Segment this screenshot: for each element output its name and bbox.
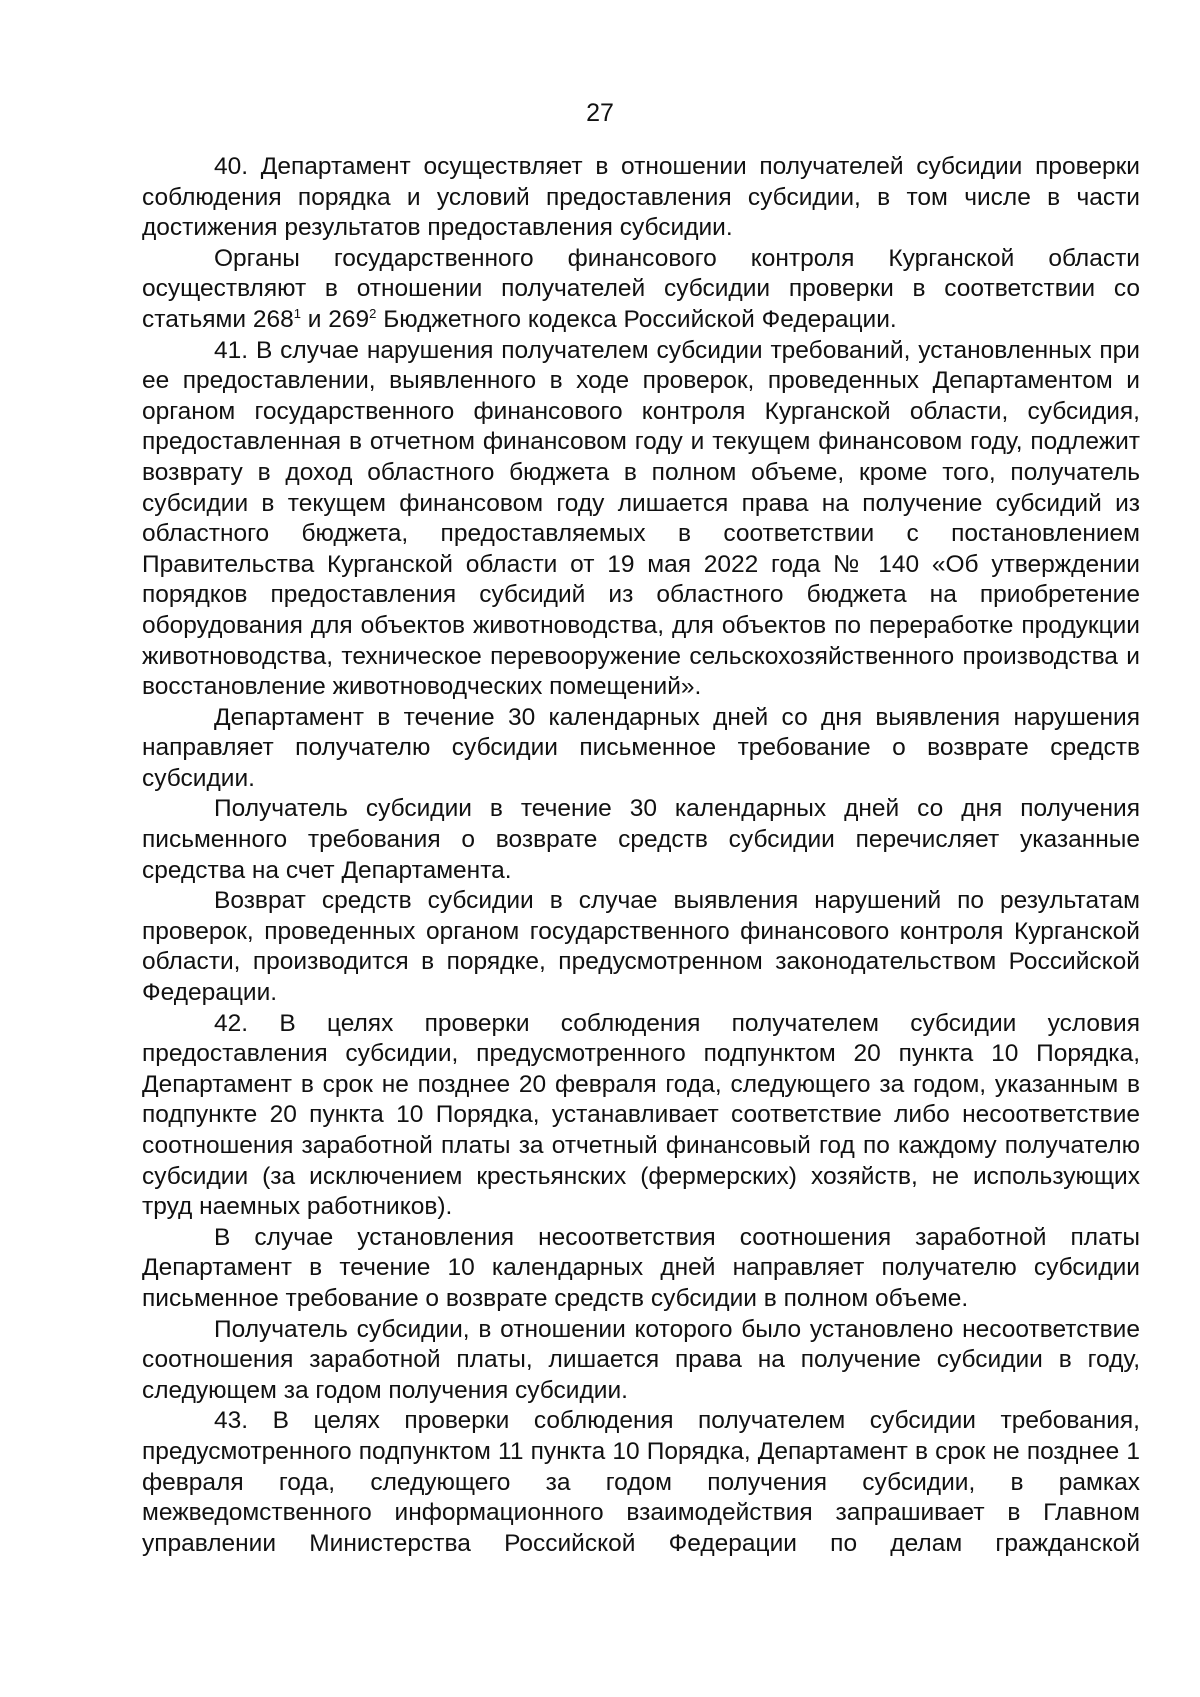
paragraph-40-part2 — [142, 244, 1140, 336]
paragraph-40-part2-text-a: Органы государственного финансового контроля Курганской области осуществляют в отношении получателей субсидии проверки в соответствии со статьями 268 — [142, 244, 1140, 333]
footnote-superscript-2: 2 — [369, 305, 377, 321]
paragraph-42-part1: 42. В целях проверки соблюдения получателем субсидии условия предоставления субсидии, предусмотренного подпунктом 20 пункта 10 Порядка, Департамент в срок не позднее 20 февраля года, следующего за годом, указанным в подпункте 20 пункта 10 Порядка, устанавливает соответствие либо несоответствие соотношения заработной платы за отчетный финансовый год по каждому получателю субсидии (за исключением крестьянских (фермерских) хозяйств, не использующих труд наемных работников). — [142, 1009, 1140, 1221]
paragraph-41-part2: Департамент в течение 30 календарных дней со дня выявления нарушения направляет получателю субсидии письменное требование о возврате средств субсидии. — [142, 703, 1140, 792]
paragraph-40-part1: 40. Департамент осуществляет в отношении получателей субсидии проверки соблюдения порядка и условий предоставления субсидии, в том числе в части достижения результатов предоставления субсидии. — [142, 153, 1140, 242]
footnote-superscript-1: 1 — [293, 305, 301, 321]
paragraph-41-part3: Получатель субсидии в течение 30 календарных дней со дня получения письменного требования о возврате средств субсидии перечисляет указанные средства на счет Департамента. — [142, 795, 1140, 884]
paragraph-41-part1: 41. В случае нарушения получателем субсидии требований, установленных при ее предоставлении, выявленного в ходе проверок, проведенных Департаментом и органом государственного финансового контроля Курганской области, субсидия, предоставленная в отчетном финансовом году и текущем финансовом году, подлежит возврату в доход областного бюджета в полном объеме, кроме того, получатель субсидии в текущем финансовом году лишается права на получение субсидий из областного бюджета, предоставляемых в соответствии с постановлением Правительства Курганской области от 19 мая 2022 года № 140 «Об утверждении порядков предоставления субсидий из областного бюджета на приобретение оборудования для объектов животноводства, для объектов по переработке продукции животноводства, техническое перевооружение сельскохозяйственного производства и восстановление животноводческих помещений». — [142, 336, 1140, 701]
paragraph-41-part4: Возврат средств субсидии в случае выявления нарушений по результатам проверок, проведенных органом государственного финансового контроля Курганской области, производится в порядке, предусмотренном законодательством Российской Федерации. — [142, 887, 1140, 1007]
body-text — [142, 152, 1140, 1559]
page-number: 27 — [586, 99, 614, 127]
paragraph-42-part3: Получатель субсидии, в отношении которого было установлено несоответствие соотношения заработной платы, лишается права на получение субсидии в году, следующем за годом получения субсидии. — [142, 1315, 1140, 1404]
paragraph-42-part2: В случае установления несоответствия соотношения заработной платы Департамент в течение 10 календарных дней направляет получателю субсидии письменное требование о возврате средств субсидии в полном объеме. — [142, 1223, 1140, 1312]
paragraph-40-part2-text-c: Бюджетного кодекса Российской Федерации. — [376, 305, 897, 333]
paragraph-40-part2-text-b: и 269 — [300, 305, 370, 333]
paragraph-43: 43. В целях проверки соблюдения получателем субсидии требования, предусмотренного подпунктом 11 пункта 10 Порядка, Департамент в срок не позднее 1 февраля года, следующего за годом получения субсидии, в рамках межведомственного информационного взаимодействия запрашивает в Главном управлении Министерства Российской Федерации по делам гражданской — [142, 1407, 1140, 1557]
